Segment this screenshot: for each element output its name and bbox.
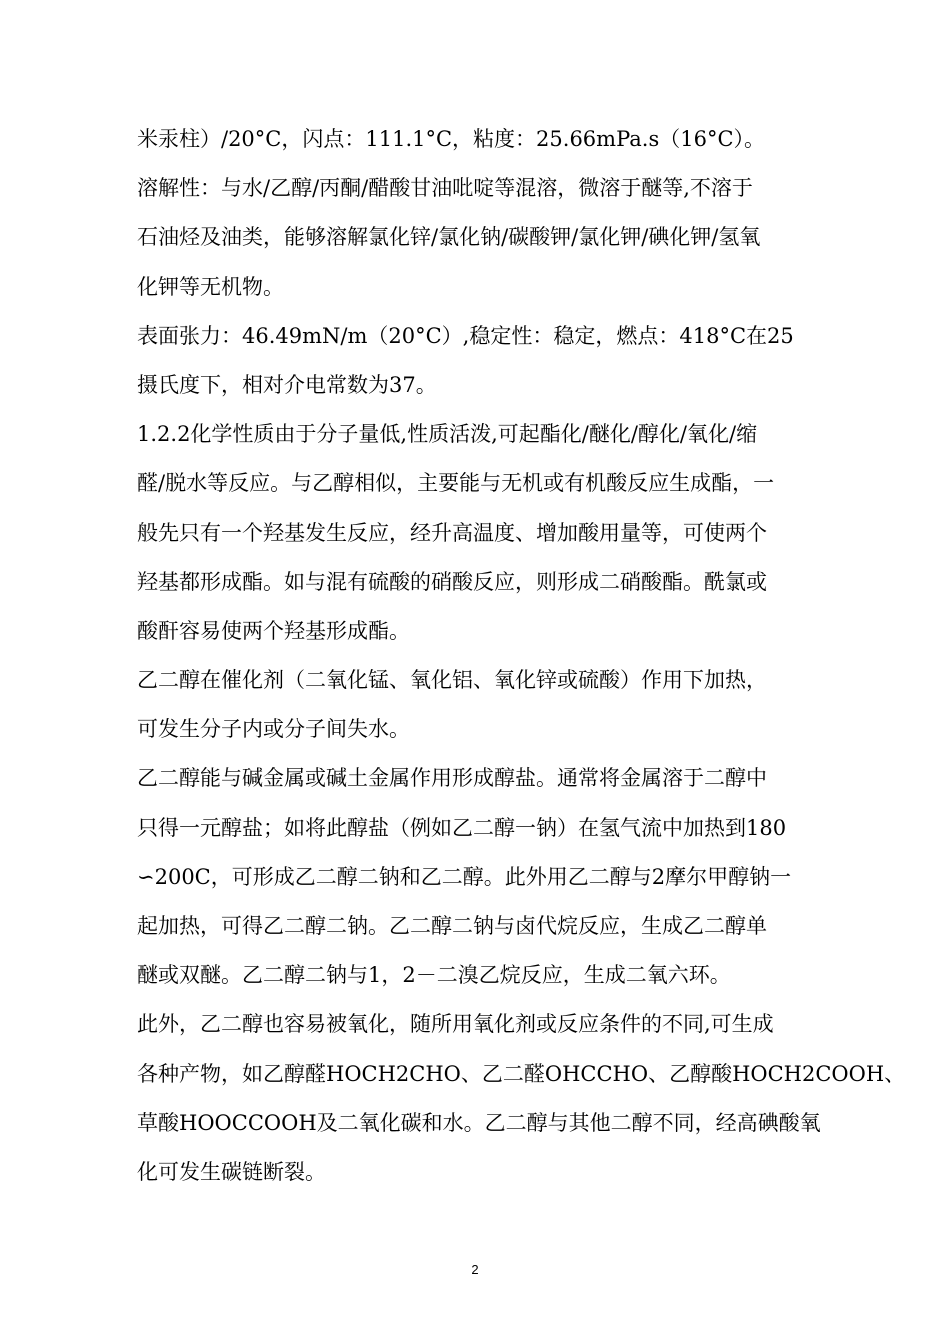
page-number: 2 — [471, 1262, 479, 1277]
text-line: 化可发生碳链断裂。 — [137, 1159, 326, 1184]
text-line: 化钾等无机物。 — [137, 274, 284, 299]
text-line: 此外，乙二醇也容易被氧化，随所用氧化剂或反应条件的不同,可生成 — [137, 1012, 774, 1037]
text-line: 只得一元醇盐；如将此醇盐（例如乙二醇一钠）在氢气流中加热到180 — [137, 815, 787, 840]
text-line: 乙二醇能与碱金属或碱土金属作用形成醇盐。通常将金属溶于二醇中 — [137, 766, 767, 791]
text-line: 各种产物，如乙醇醛HOCH2CHO、乙二醛OHCCHO、乙醇酸HOCH2COOH、 — [137, 1061, 906, 1086]
text-line: 醚或双醚。乙二醇二钠与1，2－二溴乙烷反应，生成二氧六环。 — [137, 963, 731, 988]
text-line: 酸酐容易使两个羟基形成酯。 — [137, 618, 410, 643]
text-line: 般先只有一个羟基发生反应，经升高温度、增加酸用量等，可使两个 — [137, 520, 767, 545]
text-line: 溶解性：与水/乙醇/丙酮/醋酸甘油吡啶等混溶，微溶于醚等,不溶于 — [137, 176, 753, 201]
text-line: 石油烃及油类，能够溶解氯化锌/氯化钠/碳酸钾/氯化钾/碘化钾/氢氧 — [137, 225, 761, 250]
text-line: 醛/脱水等反应。与乙醇相似，主要能与无机或有机酸反应生成酯，一 — [137, 471, 775, 496]
text-line: 乙二醇在催化剂（二氧化锰、氧化铝、氧化锌或硫酸）作用下加热， — [137, 668, 767, 693]
text-line: 摄氏度下，相对介电常数为37。 — [137, 372, 437, 397]
text-line: 起加热，可得乙二醇二钠。乙二醇二钠与卤代烷反应，生成乙二醇单 — [137, 914, 767, 938]
text-line: 草酸HOOCCOOH及二氧化碳和水。乙二醇与其他二醇不同，经高碘酸氧 — [137, 1110, 821, 1135]
text-line: 米汞柱）/20°C，闪点：111.1°C，粘度：25.66mPa.s（16°C）。 — [137, 127, 766, 151]
text-line: 可发生分子内或分子间失水。 — [137, 717, 410, 742]
text-line: 羟基都形成酯。如与混有硫酸的硝酸反应，则形成二硝酸酯。酰氯或 — [137, 569, 767, 594]
text-line: 表面张力：46.49mN/m（20°C）,稳定性：稳定，燃点：418°C在25 — [137, 323, 794, 348]
document-body — [137, 119, 906, 1201]
text-line: ∽200C，可形成乙二醇二钠和乙二醇。此外用乙二醇与2摩尔甲醇钠一 — [137, 864, 792, 889]
text-line: 1.2.2化学性质由于分子量低,性质活泼,可起酯化/醚化/醇化/氧化/缩 — [137, 422, 758, 447]
